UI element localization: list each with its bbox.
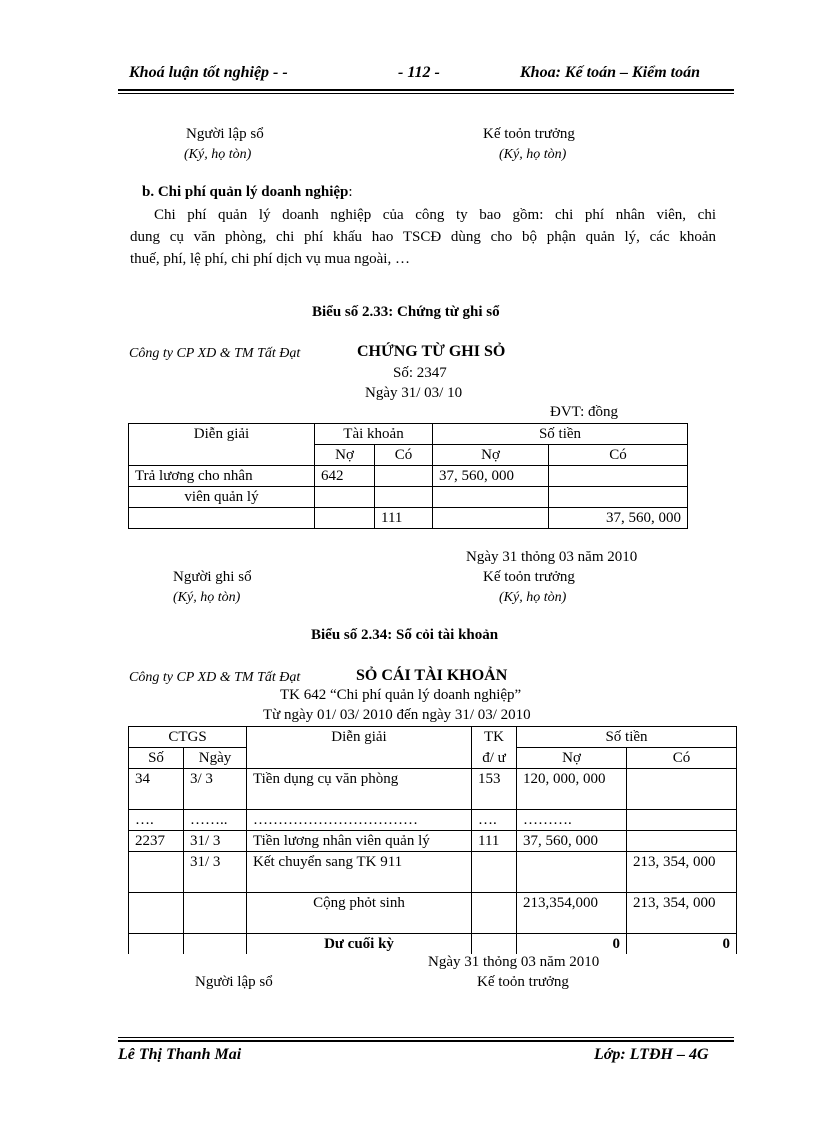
cell-credit [627, 769, 737, 810]
form-233-date: Ngày 31/ 03/ 10 [365, 385, 463, 401]
col-header-acc-debit: Nợ [315, 445, 375, 466]
paragraph-line-1: Chi phí quản lý doanh nghiệp của công ty bao gồm: chi phí nhân viên, chi [154, 207, 716, 223]
form-233-unit: ĐVT: đồng [550, 404, 618, 420]
cell-debit-acc: 642 [315, 466, 375, 487]
cell-credit-amt [549, 466, 688, 487]
col-header-date: Ngày [184, 748, 247, 769]
cell-desc: viên quản lý [129, 487, 315, 508]
footer-class: Lớp: LTĐH – 4G [594, 1046, 709, 1063]
cell-date: 3/ 3 [184, 769, 247, 810]
cell-debit-acc [315, 487, 375, 508]
col-header-desc: Diễn giải [247, 727, 472, 769]
cell-debit: ………. [517, 810, 627, 831]
col-header-account: Tài khoản [315, 424, 433, 445]
cell-no [129, 934, 184, 955]
section-b-paragraph [130, 204, 716, 270]
header-rule [118, 89, 734, 91]
form-233-sig-left-sub: (Ký, họ tòn) [173, 590, 241, 605]
cell-credit-acc [375, 466, 433, 487]
cell-date [184, 893, 247, 934]
section-b-heading [142, 184, 353, 201]
cell-tk: …. [472, 810, 517, 831]
paragraph-line-3: thuế, phí, lệ phí, chi phí dịch vụ mua ngoài, … [130, 251, 410, 267]
cell-tk [472, 852, 517, 893]
table-row [129, 831, 737, 852]
ending-balance-label: Dư cuối kỳ [247, 934, 472, 955]
section-b-heading-text: b. Chi phí quản lý doanh nghiệp [142, 184, 349, 200]
cell-tk [472, 934, 517, 955]
table-row [129, 466, 688, 487]
form-234-subtitle: TK 642 “Chi phí quản lý doanh nghiệp” [280, 687, 522, 703]
ledger-table [128, 726, 737, 954]
footer-author: Lê Thị Thanh Mai [118, 1046, 242, 1063]
footer-rule [118, 1040, 734, 1042]
table-row [129, 852, 737, 893]
table-row [129, 769, 737, 810]
sig-top-right-sub: (Ký, họ tòn) [499, 147, 567, 162]
ending-balance-row [129, 934, 737, 955]
form-233-sig-left: Người ghi sổ [173, 569, 252, 585]
cell-credit [627, 810, 737, 831]
form-234-period: Từ ngày 01/ 03/ 2010 đến ngày 31/ 03/ 2010 [263, 707, 531, 723]
form-233-sign-date: Ngày 31 thỏng 03 năm 2010 [466, 549, 638, 565]
col-header-amt-debit: Nợ [433, 445, 549, 466]
cell-date: …….. [184, 810, 247, 831]
col-header-acc-credit: Có [375, 445, 433, 466]
footer-rule-thin [118, 1037, 734, 1038]
form-233-number: Số: 2347 [393, 365, 447, 381]
cell-debit [517, 852, 627, 893]
col-header-amount: Số tiền [433, 424, 688, 445]
col-header-tk: TK [472, 727, 517, 748]
form-233-sig-right: Kế toỏn trưởng [483, 569, 575, 585]
cell-desc: Kết chuyển sang TK 911 [247, 852, 472, 893]
header-right: Khoa: Kế toán – Kiểm toán [520, 64, 701, 81]
page-number: - 112 - [398, 64, 440, 81]
section-b-heading-colon: : [348, 184, 353, 200]
cell-debit: 37, 560, 000 [517, 831, 627, 852]
form-234-sign-date: Ngày 31 thỏng 03 năm 2010 [428, 954, 600, 970]
cell-desc: Tiền dụng cụ văn phòng [247, 769, 472, 810]
total-label: Cộng phỏt sinh [247, 893, 472, 934]
cell-credit-amt: 37, 560, 000 [549, 508, 688, 529]
cell-desc: Trả lương cho nhân [129, 466, 315, 487]
header-left: Khoá luận tốt nghiệp - - [129, 64, 288, 81]
cell-no: 34 [129, 769, 184, 810]
cell-no [129, 893, 184, 934]
cell-debit: 120, 000, 000 [517, 769, 627, 810]
cell-credit [627, 831, 737, 852]
cell-date: 31/ 3 [184, 852, 247, 893]
cell-tk: 153 [472, 769, 517, 810]
col-header-amount: Số tiền [517, 727, 737, 748]
table-row [129, 810, 737, 831]
form-233-caption: Biểu số 2.33: Chứng từ ghi sổ [312, 304, 500, 320]
form-234-company: Công ty CP XD & TM Tất Đạt [129, 670, 301, 685]
cell-desc: Tiền lương nhân viên quản lý [247, 831, 472, 852]
cell-debit-amt: 37, 560, 000 [433, 466, 549, 487]
cell-tk [472, 893, 517, 934]
cell-no: …. [129, 810, 184, 831]
col-header-ctgs: CTGS [129, 727, 247, 748]
col-header-credit: Có [627, 748, 737, 769]
col-header-debit: Nợ [517, 748, 627, 769]
voucher-table [128, 423, 688, 529]
cell-tk: 111 [472, 831, 517, 852]
header-rule-thin [118, 93, 734, 94]
cell-no [129, 852, 184, 893]
cell-credit-acc [375, 487, 433, 508]
total-credit: 213, 354, 000 [627, 893, 737, 934]
cell-debit-acc [315, 508, 375, 529]
form-234-sig-right: Kế toỏn trưởng [477, 974, 569, 990]
total-row [129, 893, 737, 934]
cell-credit-amt [549, 487, 688, 508]
form-234-caption: Biểu số 2.34: Sổ cỏi tài khoản [311, 627, 499, 643]
cell-date: 31/ 3 [184, 831, 247, 852]
col-header-amt-credit: Có [549, 445, 688, 466]
cell-debit-amt [433, 508, 549, 529]
col-header-desc: Diễn giải [129, 424, 315, 466]
form-233-company: Công ty CP XD & TM Tất Đạt [129, 346, 301, 361]
cell-desc: …………………………… [247, 810, 472, 831]
total-debit: 213,354,000 [517, 893, 627, 934]
cell-no: 2237 [129, 831, 184, 852]
sig-top-left-title: Người lập sổ [186, 126, 264, 142]
paragraph-line-2: dung cụ văn phòng, chi phí khấu hao TSCĐ dùng cho bộ phận quản lý, các khoản [130, 229, 716, 245]
sig-top-left-sub: (Ký, họ tòn) [184, 147, 252, 162]
form-234-title: SỎ CÁI TÀI KHOẢN [356, 667, 508, 684]
cell-debit-amt [433, 487, 549, 508]
cell-credit: 213, 354, 000 [627, 852, 737, 893]
ending-balance-debit: 0 [517, 934, 627, 955]
ending-balance-credit: 0 [627, 934, 737, 955]
table-row [129, 508, 688, 529]
cell-desc [129, 508, 315, 529]
form-233-title: CHỨNG TỪ GHI SỎ [357, 343, 506, 360]
col-header-du: đ/ ư [472, 748, 517, 769]
cell-date [184, 934, 247, 955]
form-233-sig-right-sub: (Ký, họ tòn) [499, 590, 567, 605]
form-234-sig-left: Người lập sổ [195, 974, 273, 990]
col-header-no: Số [129, 748, 184, 769]
cell-credit-acc: 111 [375, 508, 433, 529]
table-row [129, 487, 688, 508]
sig-top-right-title: Kế toỏn trưởng [483, 126, 575, 142]
